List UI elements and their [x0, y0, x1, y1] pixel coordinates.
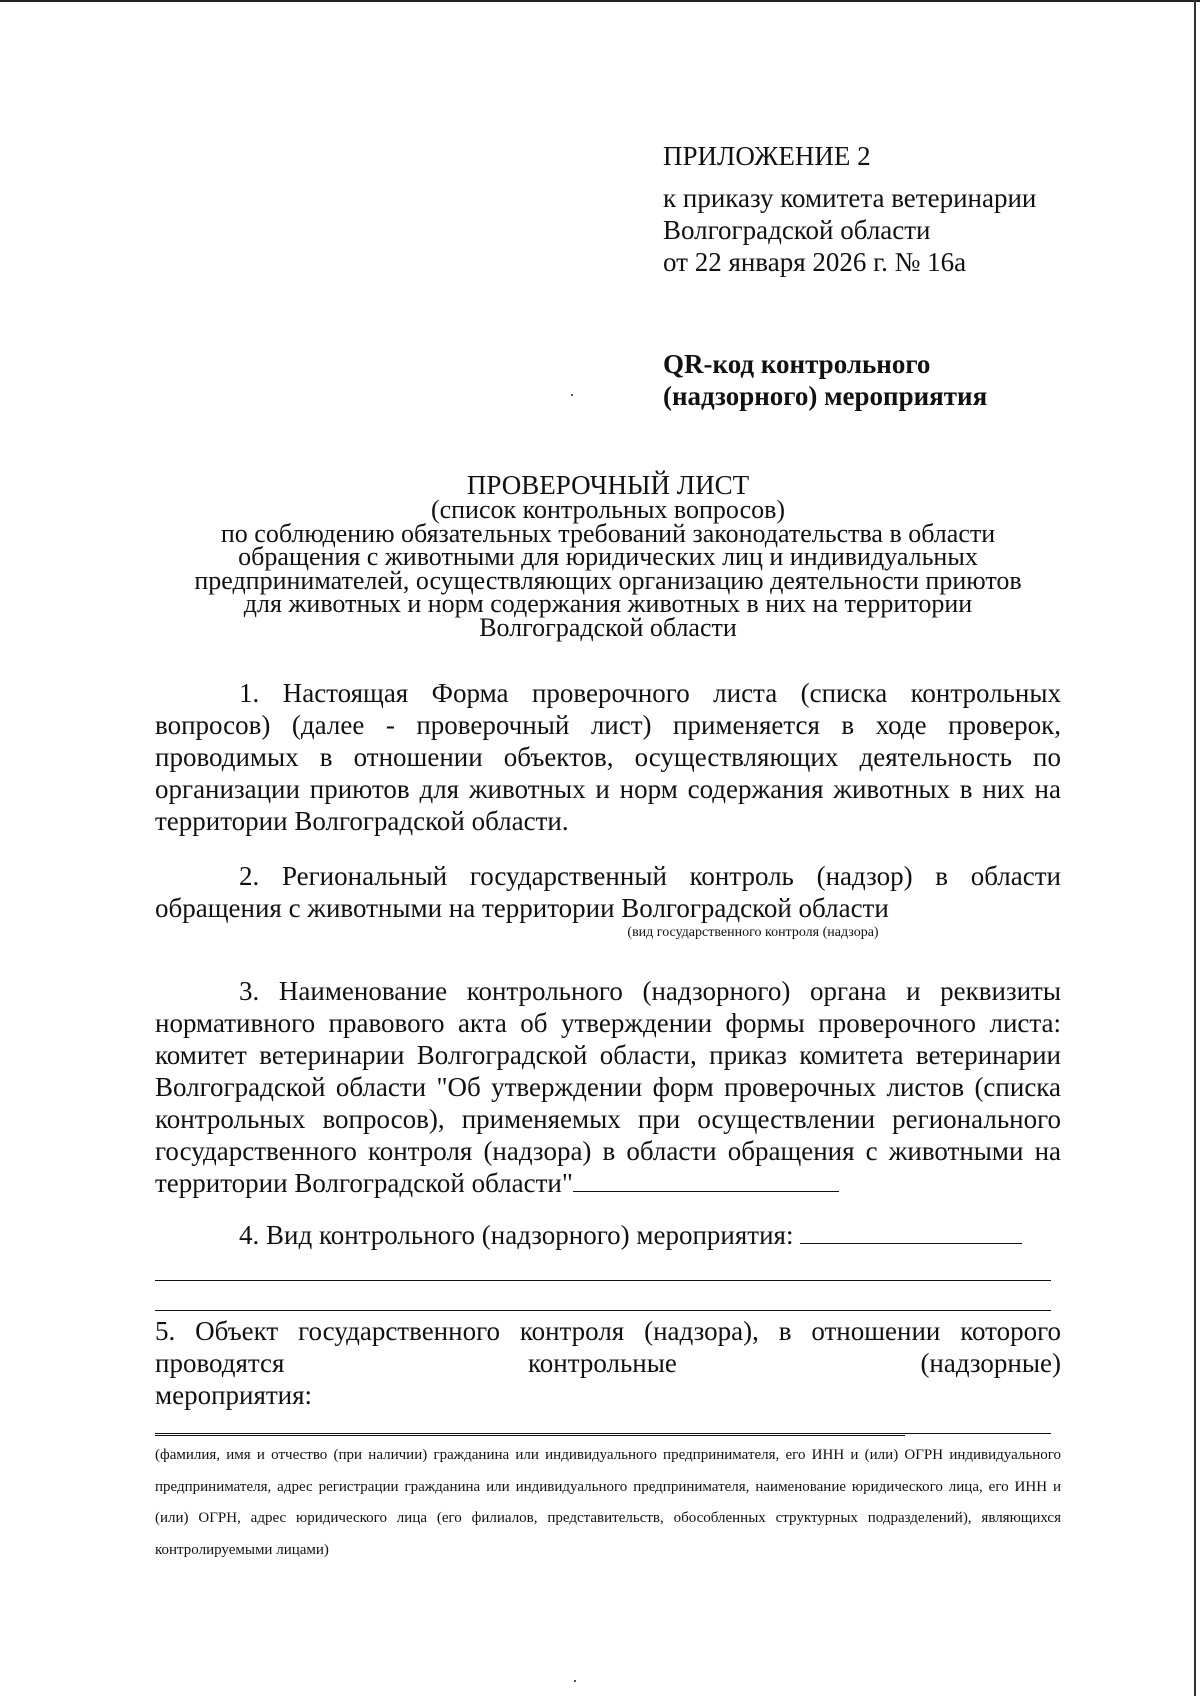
paragraph-5-word-3: (надзорные) — [920, 1348, 1062, 1378]
heading-line-5: для животных и норм содержания животных в них на территории — [243, 589, 973, 618]
scan-dot-bottom — [574, 1680, 576, 1682]
blank-rule-3[interactable] — [155, 1433, 1051, 1434]
paragraph-3-content: 3. Наименование контрольного (надзорного) органа и реквизиты нормативного правового акта об утверждении формы проверочного листа: комитет ветеринарии Волгоградской области, приказ комитета ветеринарии Волгоградской области "Об утверждении форм проверочных листов (списка контрольных вопросов), применяемых при осуществлении регионального государственного контроля (надзора) в области обращения с животными на территории Волгоградской области" — [155, 976, 1061, 1198]
paragraph-4-label: 4. Вид контрольного (надзорного) мероприятия: — [239, 1220, 794, 1250]
heading-title: ПРОВЕРОЧНЫЙ ЛИСТ — [466, 470, 750, 500]
heading-line-4: предпринимателей, осуществляющих организацию деятельности приютов — [194, 565, 1022, 595]
qr-code-caption — [663, 348, 1123, 412]
paragraph-2-text: 2. Региональный государственный контроль (надзор) в области обращения с животными на территории Волгоградской области — [155, 861, 1061, 923]
scan-top-edge — [0, 0, 1200, 2]
heading-line-2: по соблюдению обязательных требований законодательства в области — [220, 518, 996, 548]
paragraph-4-text — [155, 1219, 1061, 1251]
paragraph-1 — [155, 677, 1061, 837]
object-footnote: (фамилия, имя и отчество (при наличии) гражданина или индивидуального предпринимателя, его ИНН и (или) ОГРН индивидуального предпринимателя, адрес регистрации гражданина или индивидуального предпринимателя, наименование юридического лица, его ИНН и (или) ОГРН, адрес юридического лица (его филиалов, представительств, обособленных структурных подразделений), являющихся контролируемыми лицами) — [155, 1447, 1061, 1558]
annex-line-2: Волгоградской области — [663, 215, 931, 245]
paragraph-4 — [155, 1219, 1061, 1251]
heading-line-1: (список контрольных вопросов) — [430, 495, 786, 524]
paragraph-1-text: 1. Настоящая Форма проверочного листа (списка контрольных вопросов) (далее - проверочный лист) применяется в ходе проверок, проводимых в отношении объектов, осуществляющих деятельность по организации приютов для животных и норм содержания животных в них на территории Волгоградской области. — [155, 678, 1061, 836]
paragraph-3 — [155, 975, 1061, 1199]
paragraph-2 — [155, 860, 1061, 942]
scan-dot — [571, 394, 573, 396]
heading-line-3: обращения с животными для юридических лиц и индивидуальных — [238, 542, 978, 571]
annex-block — [663, 140, 1123, 278]
paragraph-5 — [155, 1315, 1061, 1443]
annex-line-1: к приказу комитета ветеринарии — [663, 183, 1037, 213]
paragraph-5-line-1: 5. Объект государственного контроля (надзора), в отношении которого — [155, 1316, 1061, 1346]
heading-line-6: Волгоградской области — [479, 612, 737, 642]
paragraph-5-label: мероприятия: — [155, 1380, 313, 1410]
paragraph-4-blank-line[interactable] — [800, 1221, 1022, 1244]
annex-line-3: от 22 января 2026 г. № 16а — [663, 247, 967, 277]
paragraph-5-word-1: проводятся — [155, 1348, 285, 1378]
qr-caption-line-2: (надзорного) мероприятия — [663, 381, 988, 411]
paragraph-5-line-2 — [155, 1347, 1061, 1379]
qr-caption-line-1: QR-код контрольного — [663, 349, 931, 379]
scan-right-edge — [1194, 0, 1196, 1696]
paragraph-3-blank-line[interactable] — [573, 1169, 839, 1192]
annex-title: ПРИЛОЖЕНИЕ 2 — [663, 141, 871, 171]
paragraph-3-text — [155, 975, 1061, 1199]
paragraph-5-word-2: контрольные — [528, 1348, 677, 1378]
document-heading — [150, 470, 1066, 642]
blank-rule-2[interactable] — [155, 1310, 1051, 1311]
blank-rule-1[interactable] — [155, 1280, 1051, 1281]
paragraph-2-caption: (вид государственного контроля (надзора) — [627, 925, 879, 940]
